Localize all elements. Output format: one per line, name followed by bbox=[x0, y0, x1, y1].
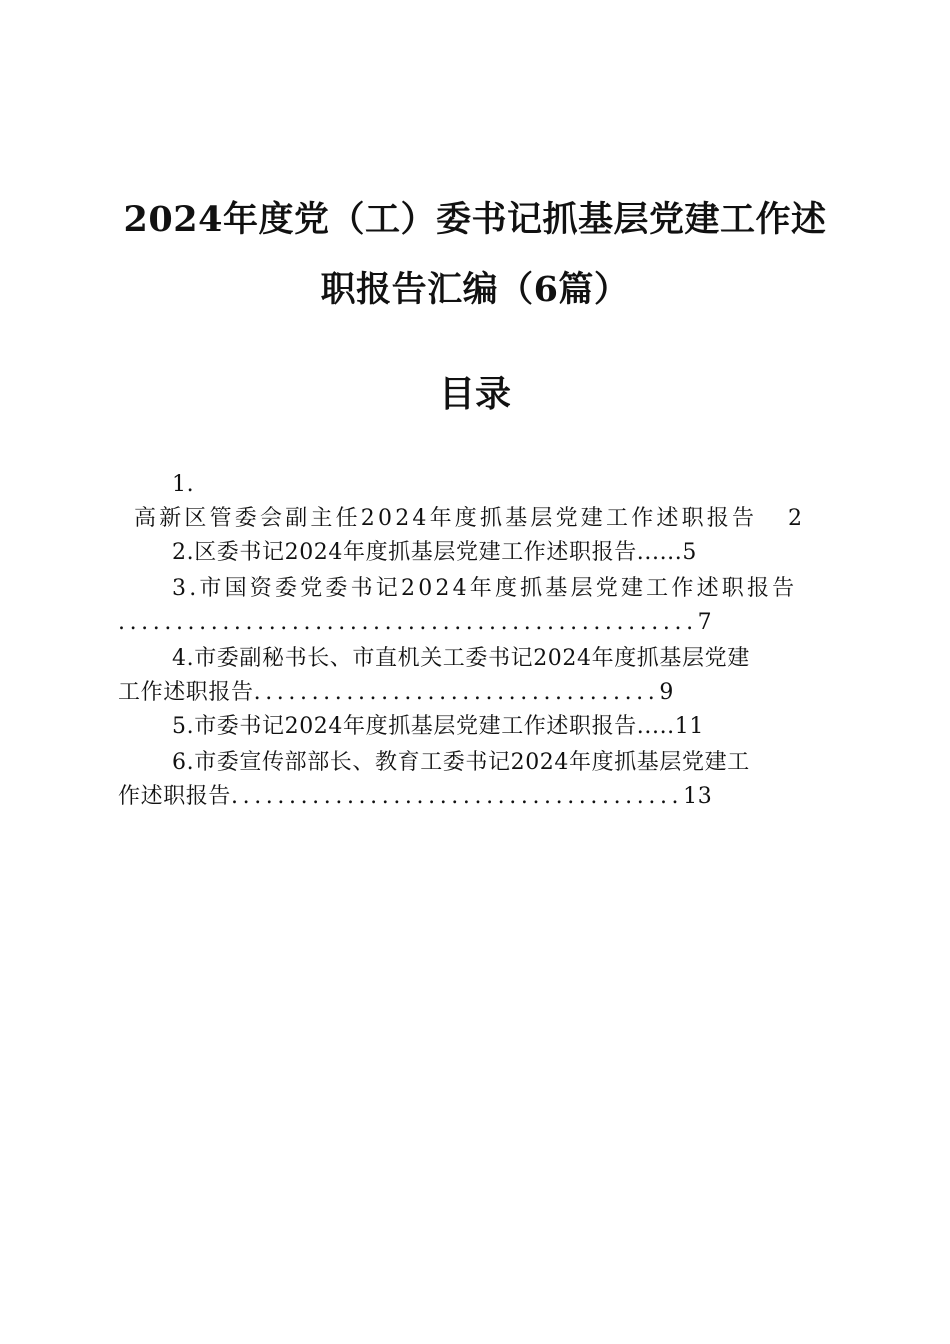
toc-entry-5-leader: ..... bbox=[636, 714, 675, 739]
toc-entry-1-page[interactable]: 2 bbox=[788, 506, 802, 531]
toc-entry-3-title: 市国资委党委书记2024年度抓基层党建工作述职报告 bbox=[199, 576, 798, 601]
toc-entry-5-page: 11 bbox=[674, 714, 704, 739]
toc-entry-6-continuation[interactable] bbox=[118, 782, 712, 812]
toc-entry-4-continuation[interactable] bbox=[118, 678, 674, 708]
toc-entry-5-number: 5. bbox=[172, 714, 195, 739]
toc-entry-4-page: 9 bbox=[659, 680, 674, 705]
toc-entry-6-title-part-2: 作述职报告 bbox=[118, 784, 232, 809]
toc-entry-4-leader: ................................... bbox=[253, 680, 660, 705]
toc-entry-6-page: 13 bbox=[683, 784, 713, 809]
toc-entry-3[interactable] bbox=[172, 574, 797, 604]
toc-entry-1-number[interactable]: 1. bbox=[172, 472, 195, 497]
toc-entry-3-leader-line[interactable] bbox=[118, 608, 712, 638]
toc-entry-2-title: 区委书记2024年度抓基层党建工作述职报告 bbox=[194, 540, 637, 565]
toc-entry-3-leader: .................................................. bbox=[118, 610, 698, 635]
toc-heading: 目录 bbox=[438, 373, 511, 415]
toc-entry-4[interactable] bbox=[172, 644, 750, 674]
toc-entry-4-title-part-2: 工作述职报告 bbox=[118, 680, 254, 705]
toc-entry-1-title[interactable]: 高新区管委会副主任2024年度抓基层党建工作述职报告 bbox=[134, 506, 758, 531]
toc-entry-5-title: 市委书记2024年度抓基层党建工作述职报告 bbox=[194, 714, 637, 739]
toc-entry-6-leader: ....................................... bbox=[231, 784, 684, 809]
toc-entry-4-number: 4. bbox=[172, 646, 195, 671]
toc-entry-2-leader: ...... bbox=[636, 540, 683, 565]
toc-entry-3-page: 7 bbox=[697, 610, 713, 635]
document-title-line-1: 2024年度党（工）委书记抓基层党建工作述 bbox=[123, 199, 827, 240]
toc-entry-5[interactable] bbox=[172, 712, 704, 742]
toc-entry-4-title-part-1: 市委副秘书长、市直机关工委书记2024年度抓基层党建 bbox=[194, 646, 750, 671]
toc-entry-3-number: 3. bbox=[172, 576, 200, 601]
toc-entry-6[interactable] bbox=[172, 748, 750, 778]
document-title-line-2: 职报告汇编（6篇） bbox=[320, 269, 630, 310]
toc-entry-6-number: 6. bbox=[172, 750, 195, 775]
toc-entry-2[interactable] bbox=[172, 538, 697, 568]
toc-entry-2-number: 2. bbox=[172, 540, 195, 565]
toc-entry-2-page: 5 bbox=[682, 540, 697, 565]
toc-entry-6-title-part-1: 市委宣传部部长、教育工委书记2024年度抓基层党建工 bbox=[194, 750, 750, 775]
